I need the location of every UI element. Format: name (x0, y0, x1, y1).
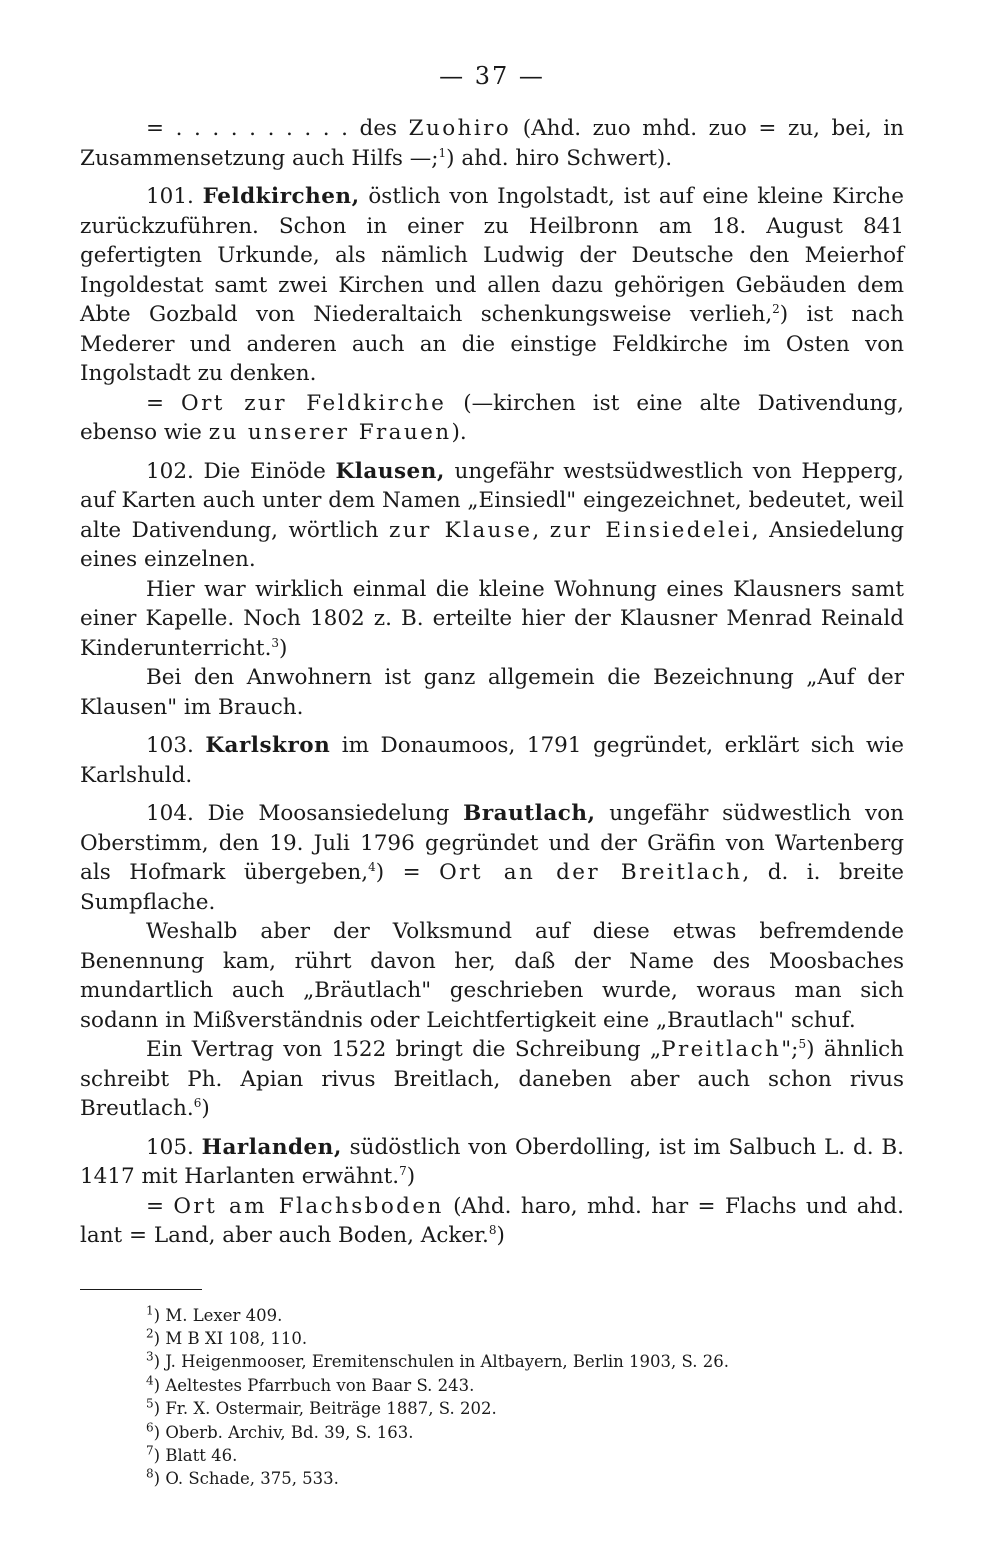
term-rivus-breitlach: rivus Breitlach (321, 1066, 494, 1092)
paragraph-anwohner: Bei den Anwohnern ist ganz allgemein die Bezeichnung „Auf der Klausen" im Brauch. (80, 665, 904, 720)
footnote-ref-7: 7 (399, 1163, 407, 1178)
headword-klausen: Klausen, (335, 458, 445, 484)
term-har: har (651, 1193, 689, 1219)
footnote-4: $^4$) Aeltestes Pfarrbuch von Baar S. 243. (146, 1373, 475, 1395)
term-zuohiro: Zuohiro (408, 116, 512, 141)
headword-karlskron: Karlskron (205, 733, 331, 758)
paragraph-volksmund: Weshalb aber der Volksmund auf diese etwas befremdende Benennung kam, rührt davon her, daß der Name des Moosbaches mundartlich auch „Bräutlach" geschrieben wurde, woraus man sich sodann in Mißverständnis oder Leichtfertigkeit eine „Brautlach" schuf. (80, 919, 904, 1033)
footnote-5: $^5$) Fr. X. Ostermair, Beiträge 1887, S. 202. (146, 1396, 497, 1419)
footnote-ref-3: 3 (271, 635, 280, 650)
term-ort-an-der-breitlach: Ort an der Breitlach (439, 860, 743, 885)
footnote-ref-8: 8 (488, 1222, 497, 1237)
headword-feldkirchen: Feldkirchen, (202, 184, 360, 209)
entry-103-karlskron: 103. Karlskron im Donaumoos, 1791 gegründet, erklärt sich wie Karlshuld. (80, 733, 904, 788)
footnote-6: $^6$) Oberb. Archiv, Bd. 39, S. 163. (146, 1420, 414, 1442)
footnote-ref-4: 4 (368, 859, 376, 874)
term-harlanten: Harlanten (184, 1164, 295, 1189)
entry-102-klausen: 102. Die Einöde Klausen, ungefähr westsüdwestlich von Hepperg, auf Karten auch unter dem Namen „Einsiedl" eingezeichnet, bedeutet, weil alte Dativendung, wörtlich zur Klause, zur Einsiedelei, Ansiedelung eines einzelnen. (80, 458, 904, 572)
headword-harlanden: Harlanden, (201, 1134, 342, 1160)
term-preitlach: Preitlach (661, 1037, 782, 1062)
term-zur-klause: zur Klause (388, 517, 533, 543)
entry-101-feldkirchen: 101. Feldkirchen, östlich von Ingolstadt, ist auf eine kleine Kirche zurückzuführen. Schon in einer zu Heilbronn am 18. August 841 gefertigten Urkunde, als nämlich Ludwig der Deutsche den Meierhof Ingoldestat samt zwei Kirchen und allen dazu gehörigen Gebäuden dem Abte Gozbald von Niederaltaich schenkungsweise verlieh,$^2$) ist nach Mederer und anderen auch an die einstige Feldkirche im Osten von Ingolstadt zu denken. (80, 184, 904, 386)
paragraph-zuohiro: = . . . . . . . . . . des Zuohiro (Ahd. zuo mhd. zuo = zu, bei, in Zusammensetzung auch Hilfs —;$^1$) ahd. hiro Schwert). (80, 116, 905, 171)
footnote-8: $^8$) O. Schade, 375, 533. (146, 1466, 339, 1489)
entry-104-brautlach: 104. Die Moosansiedelung Brautlach, ungefähr südwestlich von Oberstimm, den 19. Juli 1796 gegründet und der Gräfin von Wartenberg als Hofmark übergeben,$^4$) = Ort an der Breitlach, d. i. breite Sumpflache. (80, 801, 904, 915)
footnote-ref-6: 6 (193, 1095, 202, 1110)
paragraph-feldkirchen-meaning: = Ort zur Feldkirche (—kirchen ist eine alte Dativendung, ebenso wie zu unserer Frauen). (80, 390, 904, 445)
footnotes (80, 1304, 904, 1491)
term-rivus-breutlach: rivus Breutlach (80, 1066, 904, 1121)
footnote-3: $^3$) J. Heigenmooser, Eremitenschulen in Altbayern, Berlin 1903, S. 26. (146, 1349, 729, 1372)
footnote-separator (80, 1289, 202, 1290)
term-lant: lant (80, 1223, 123, 1248)
paragraph-klausner: Hier war wirklich einmal die kleine Wohnung eines Klausners samt einer Kapelle. Noch 1802 z. B. erteilte hier der Klausner Menrad Reinald Kinderunterricht.$^3$) (80, 576, 904, 661)
page-number: — 37 — (439, 62, 545, 90)
entry-105-harlanden: 105. Harlanden, südöstlich von Oberdolling, ist im Salbuch L. d. B. 1417 mit Harlanten erwähnt.$^7$) (80, 1134, 904, 1189)
body-text (80, 114, 904, 1251)
footnote-ref-1: 1 (438, 145, 447, 160)
paragraph-flachsboden: = Ort am Flachsboden (Ahd. haro, mhd. har = Flachs und ahd. lant = Land, aber auch Boden, Acker.$^8$) (80, 1193, 904, 1248)
paragraph-vertrag: Ein Vertrag von 1522 bringt die Schreibung „Preitlach";$^5$) ähnlich schreibt Ph. Apian rivus Breitlach, daneben aber auch schon rivus Breutlach.$^6$) (80, 1036, 904, 1121)
headword-brautlach: Brautlach, (463, 801, 596, 826)
term-ort-zur-feldkirche: Ort zur Feldkirche (181, 390, 447, 416)
footnote-ref-5: 5 (798, 1036, 807, 1051)
footnote-7: $^7$) Blatt 46. (146, 1443, 238, 1465)
footnote-1: $^1$) M. Lexer 409. (146, 1303, 283, 1325)
footnote-ref-2: 2 (772, 301, 780, 316)
footnote-2: $^2$) M B XI 108, 110. (146, 1326, 308, 1348)
term-haro: haro (520, 1193, 571, 1219)
term-ort-am-flachsboden: Ort am Flachsboden (173, 1193, 444, 1219)
term-zu-unserer-frauen: zu unserer Frauen (208, 420, 452, 445)
term-zur-einsiedelei: zur Einsiedelei (549, 517, 752, 543)
